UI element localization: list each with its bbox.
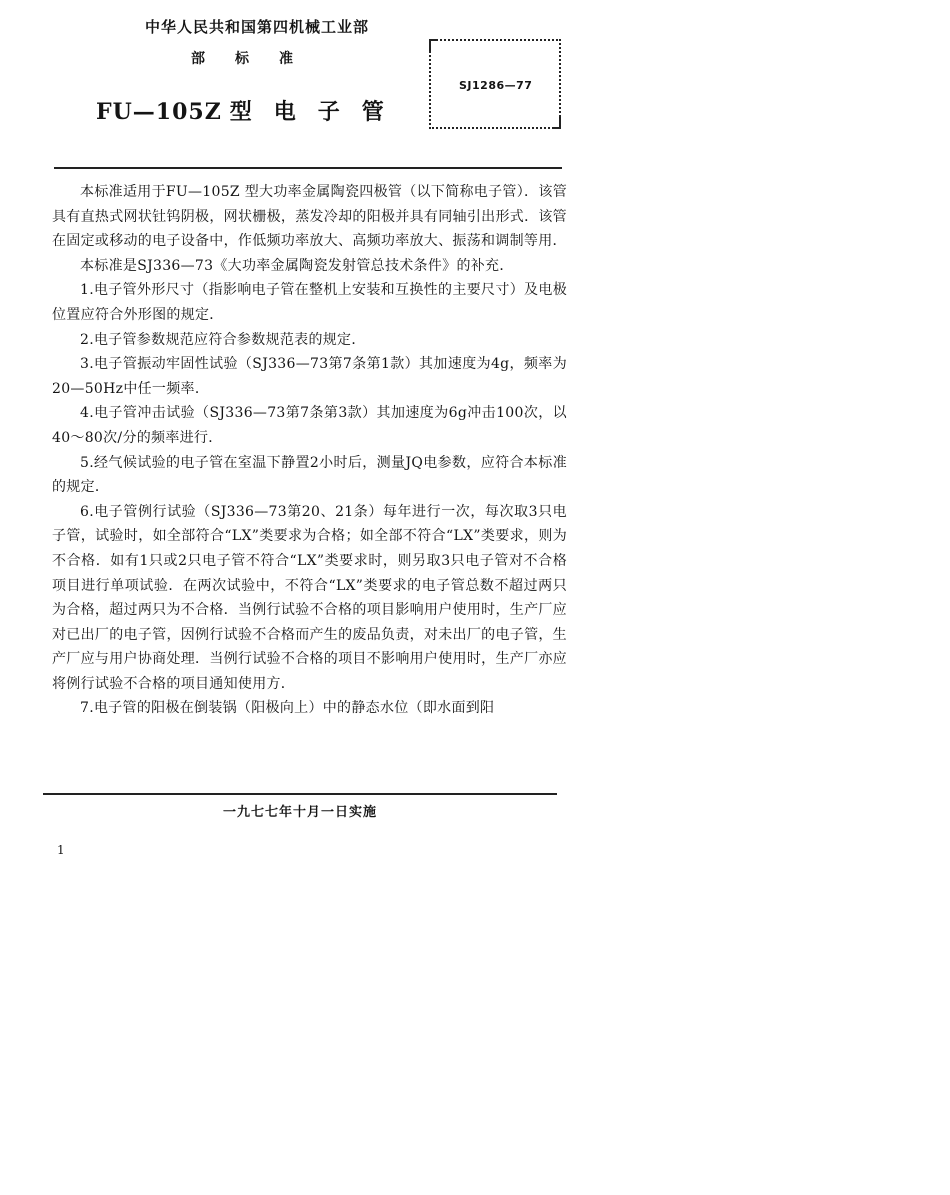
box-corner: [553, 115, 561, 129]
title-suffix: 型电子管: [229, 99, 406, 125]
header-divider: [54, 167, 562, 169]
standard-type: 部标准: [191, 51, 323, 67]
document-title: [96, 95, 406, 126]
paragraph-scope: 本标准适用于FU—105Z 型大功率金属陶瓷四极管（以下简称电子管）．该管具有直热式网状钍钨阴极，网状栅极，蒸发冷却的阳极并具有同轴引出形式．该管在固定或移动的电子设备中，作低频功率放大、高频功率放大、振荡和调制等用．: [52, 184, 567, 250]
paragraph-supplement: 本标准是SJ336—73《大功率金属陶瓷发射管总技术条件》的补充．: [80, 257, 514, 274]
page-number: 1: [57, 843, 65, 857]
footer-divider: [43, 793, 557, 795]
document-body: [52, 180, 567, 721]
standard-code-box: [429, 39, 561, 129]
clause-4: 4.电子管冲击试验（SJ336—73第7条第3款）其加速度为6g冲击100次，以40～80次/分的频率进行．: [52, 405, 567, 446]
clause-3: 3.电子管振动牢固性试验（SJ336—73第7条第1款）其加速度为4g，频率为20—50Hz中任一频率．: [52, 356, 567, 397]
clause-6: 6.电子管例行试验（SJ336—73第20、21条）每年进行一次，每次取3只电子管，试验时，如全部符合“LX”类要求为合格；如全部不符合“LX”类要求，则为不合格．如有1只或2只电子管不符合“LX”类要求时，则另取3只电子管对不合格项目进行单项试验．在两次试验中，不符合“LX”类要求的电子管总数不超过两只为合格，超过两只为不合格．当例行试验不合格的项目影响用户使用时，生产厂应对已出厂的电子管，因例行试验不合格而产生的废品负责，对未出厂的电子管，生产厂应与用户协商处理．当例行试验不合格的项目不影响用户使用时，生产厂亦应将例行试验不合格的项目通知使用方．: [52, 503, 567, 692]
standard-code: SJ1286—77: [459, 79, 533, 92]
clause-1: 1.电子管外形尺寸（指影响电子管在整机上安装和互换性的主要尺寸）及电极位置应符合外形图的规定．: [52, 282, 567, 323]
clause-2: 2.电子管参数规范应符合参数规范表的规定．: [80, 331, 366, 348]
ministry-name: 中华人民共和国第四机械工业部: [144, 18, 369, 36]
implementation-date: 一九七七年十月一日实施: [222, 805, 377, 820]
tube-model: FU—105Z: [96, 99, 222, 125]
clause-5: 5.经气候试验的电子管在室温下静置2小时后，测量JQ电参数，应符合本标准的规定．: [52, 454, 567, 496]
clause-7: 7.电子管的阳极在倒装锅（阳极向上）中的静态水位（即水面到阳: [80, 700, 495, 717]
box-corner: [429, 39, 437, 53]
